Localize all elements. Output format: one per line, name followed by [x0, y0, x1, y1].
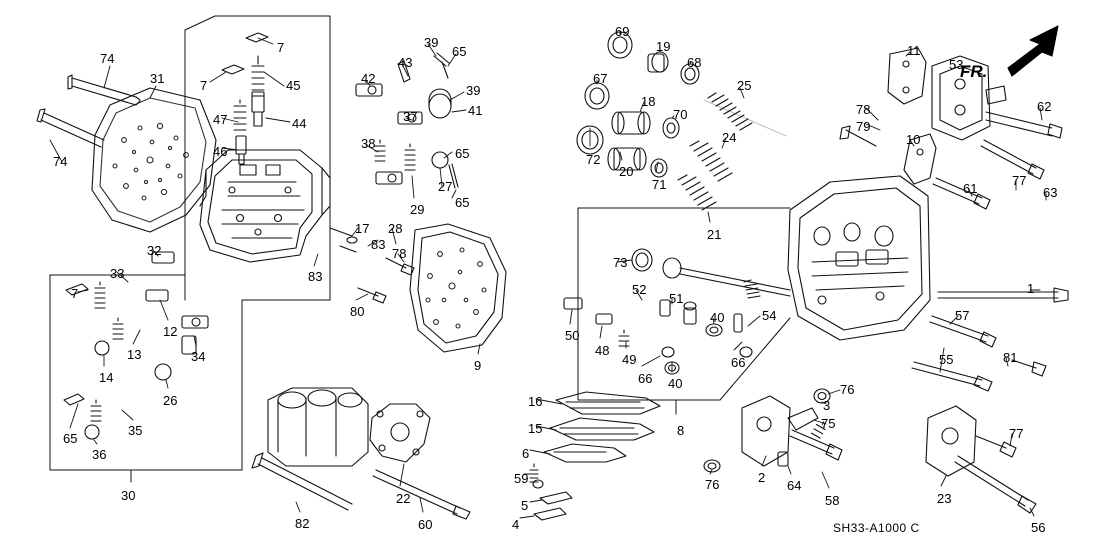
gasket-22: [370, 404, 430, 462]
callout-17: 17: [355, 221, 370, 236]
valve-5: [534, 492, 572, 520]
callout-43: 43: [398, 55, 413, 70]
accumulator-body: [268, 388, 368, 466]
callout-57: 57: [955, 308, 970, 323]
callout-65: 65: [455, 195, 470, 210]
leader-lines: [50, 32, 1046, 518]
callout-66: 66: [731, 355, 746, 370]
bolt-74-upper: [68, 75, 140, 105]
callout-34: 34: [191, 349, 206, 364]
callout-77: 77: [1009, 426, 1024, 441]
callout-60: 60: [418, 517, 433, 532]
callout-82: 82: [295, 516, 310, 531]
callout-38: 38: [361, 136, 376, 151]
strainer-16: [556, 392, 660, 414]
callout-7: 7: [277, 40, 285, 55]
callout-65: 65: [63, 431, 78, 446]
callout-14: 14: [99, 370, 114, 385]
callout-26: 26: [163, 393, 178, 408]
callout-1: 1: [1027, 281, 1035, 296]
callout-19: 19: [656, 39, 671, 54]
callout-65: 65: [452, 44, 467, 59]
callout-10: 10: [906, 132, 921, 147]
callout-49: 49: [622, 352, 637, 367]
callout-50: 50: [565, 328, 580, 343]
callout-74: 74: [53, 154, 68, 169]
callout-22: 22: [396, 491, 411, 506]
callout-69: 69: [615, 24, 630, 39]
callout-44: 44: [292, 116, 307, 131]
callout-48: 48: [595, 343, 610, 358]
callout-55: 55: [939, 352, 954, 367]
callout-11: 11: [907, 43, 921, 58]
callout-36: 36: [92, 447, 107, 462]
callout-9: 9: [474, 358, 482, 373]
callout-31: 31: [150, 71, 165, 86]
callout-71: 71: [652, 177, 667, 192]
callout-83: 83: [308, 269, 323, 284]
callout-23: 23: [937, 491, 952, 506]
callout-32: 32: [147, 243, 162, 258]
callout-68: 68: [687, 55, 702, 70]
long-bolts-82-60: [252, 453, 470, 519]
strainer-6: [544, 444, 626, 462]
callout-42: 42: [361, 71, 376, 86]
callout-28: 28: [388, 221, 403, 236]
callout-80: 80: [350, 304, 365, 319]
callout-15: 15: [528, 421, 543, 436]
valve-body-right-8: [788, 176, 930, 340]
callout-70: 70: [673, 107, 688, 122]
callout-62: 62: [1037, 99, 1052, 114]
callout-76: 76: [840, 382, 855, 397]
callout-75: 75: [821, 416, 836, 431]
callout-24: 24: [722, 130, 737, 145]
spring-45-47: [222, 33, 268, 164]
callout-78: 78: [392, 246, 407, 261]
callout-13: 13: [127, 347, 142, 362]
drawing-part-code: SH33-A1000 C: [833, 521, 920, 535]
callout-39: 39: [466, 83, 481, 98]
callout-64: 64: [787, 478, 802, 493]
callout-46: 46: [213, 144, 228, 159]
callout-78: 78: [856, 102, 871, 117]
separator-plate-31: [92, 88, 216, 232]
callout-4: 4: [512, 517, 520, 532]
front-direction-label: FR.: [960, 62, 988, 81]
callout-35: 35: [128, 423, 143, 438]
callout-27: 27: [438, 179, 453, 194]
callout-21: 21: [707, 227, 722, 242]
callout-66: 66: [638, 371, 653, 386]
callout-5: 5: [521, 498, 529, 513]
callout-52: 52: [632, 282, 647, 297]
springs-21-24-25: [678, 93, 788, 210]
callout-61: 61: [963, 181, 978, 196]
bolts-right-1-57-55-81: [912, 288, 1068, 391]
callout-6: 6: [522, 446, 530, 461]
bolt-74-lower: [37, 109, 104, 147]
callout-16: 16: [528, 394, 543, 409]
callout-53: 53: [949, 57, 964, 72]
strainer-15: [550, 418, 654, 440]
callout-83: 83: [371, 237, 386, 252]
springs-lower-left: [64, 252, 208, 439]
callout-77: 77: [1012, 173, 1027, 188]
callout-40: 40: [668, 376, 683, 391]
callout-81: 81: [1003, 350, 1018, 365]
fr-direction-arrow: [1008, 26, 1058, 76]
plate-9: [410, 224, 506, 352]
callout-63: 63: [1043, 185, 1058, 200]
callout-33: 33: [110, 266, 125, 281]
callout-2: 2: [758, 470, 766, 485]
callout-29: 29: [410, 202, 425, 217]
callout-67: 67: [593, 71, 608, 86]
callout-8: 8: [677, 423, 685, 438]
callout-25: 25: [737, 78, 752, 93]
callout-30: 30: [121, 488, 136, 503]
callout-7: 7: [71, 286, 79, 301]
callout-59: 59: [514, 471, 529, 486]
callout-12: 12: [163, 324, 178, 339]
callout-58: 58: [825, 493, 840, 508]
valve-body-main-left: [200, 150, 330, 262]
callout-54: 54: [762, 308, 777, 323]
callout-56: 56: [1031, 520, 1046, 535]
callout-74: 74: [100, 51, 115, 66]
callout-45: 45: [286, 78, 301, 93]
callout-20: 20: [619, 164, 634, 179]
callout-79: 79: [856, 119, 871, 134]
callout-72: 72: [586, 152, 601, 167]
callout-7: 7: [200, 78, 208, 93]
callout-41: 41: [468, 103, 483, 118]
callout-37: 37: [403, 109, 418, 124]
callout-40: 40: [710, 310, 725, 325]
callout-73: 73: [613, 255, 628, 270]
callout-47: 47: [213, 112, 228, 127]
callout-65: 65: [455, 146, 470, 161]
spring-59: [530, 464, 543, 488]
bolts-62-63-77-61: [840, 112, 1062, 209]
callout-39: 39: [424, 35, 439, 50]
callout-51: 51: [669, 291, 684, 306]
callout-18: 18: [641, 94, 656, 109]
callout-76: 76: [705, 477, 720, 492]
callout-3: 3: [823, 398, 831, 413]
